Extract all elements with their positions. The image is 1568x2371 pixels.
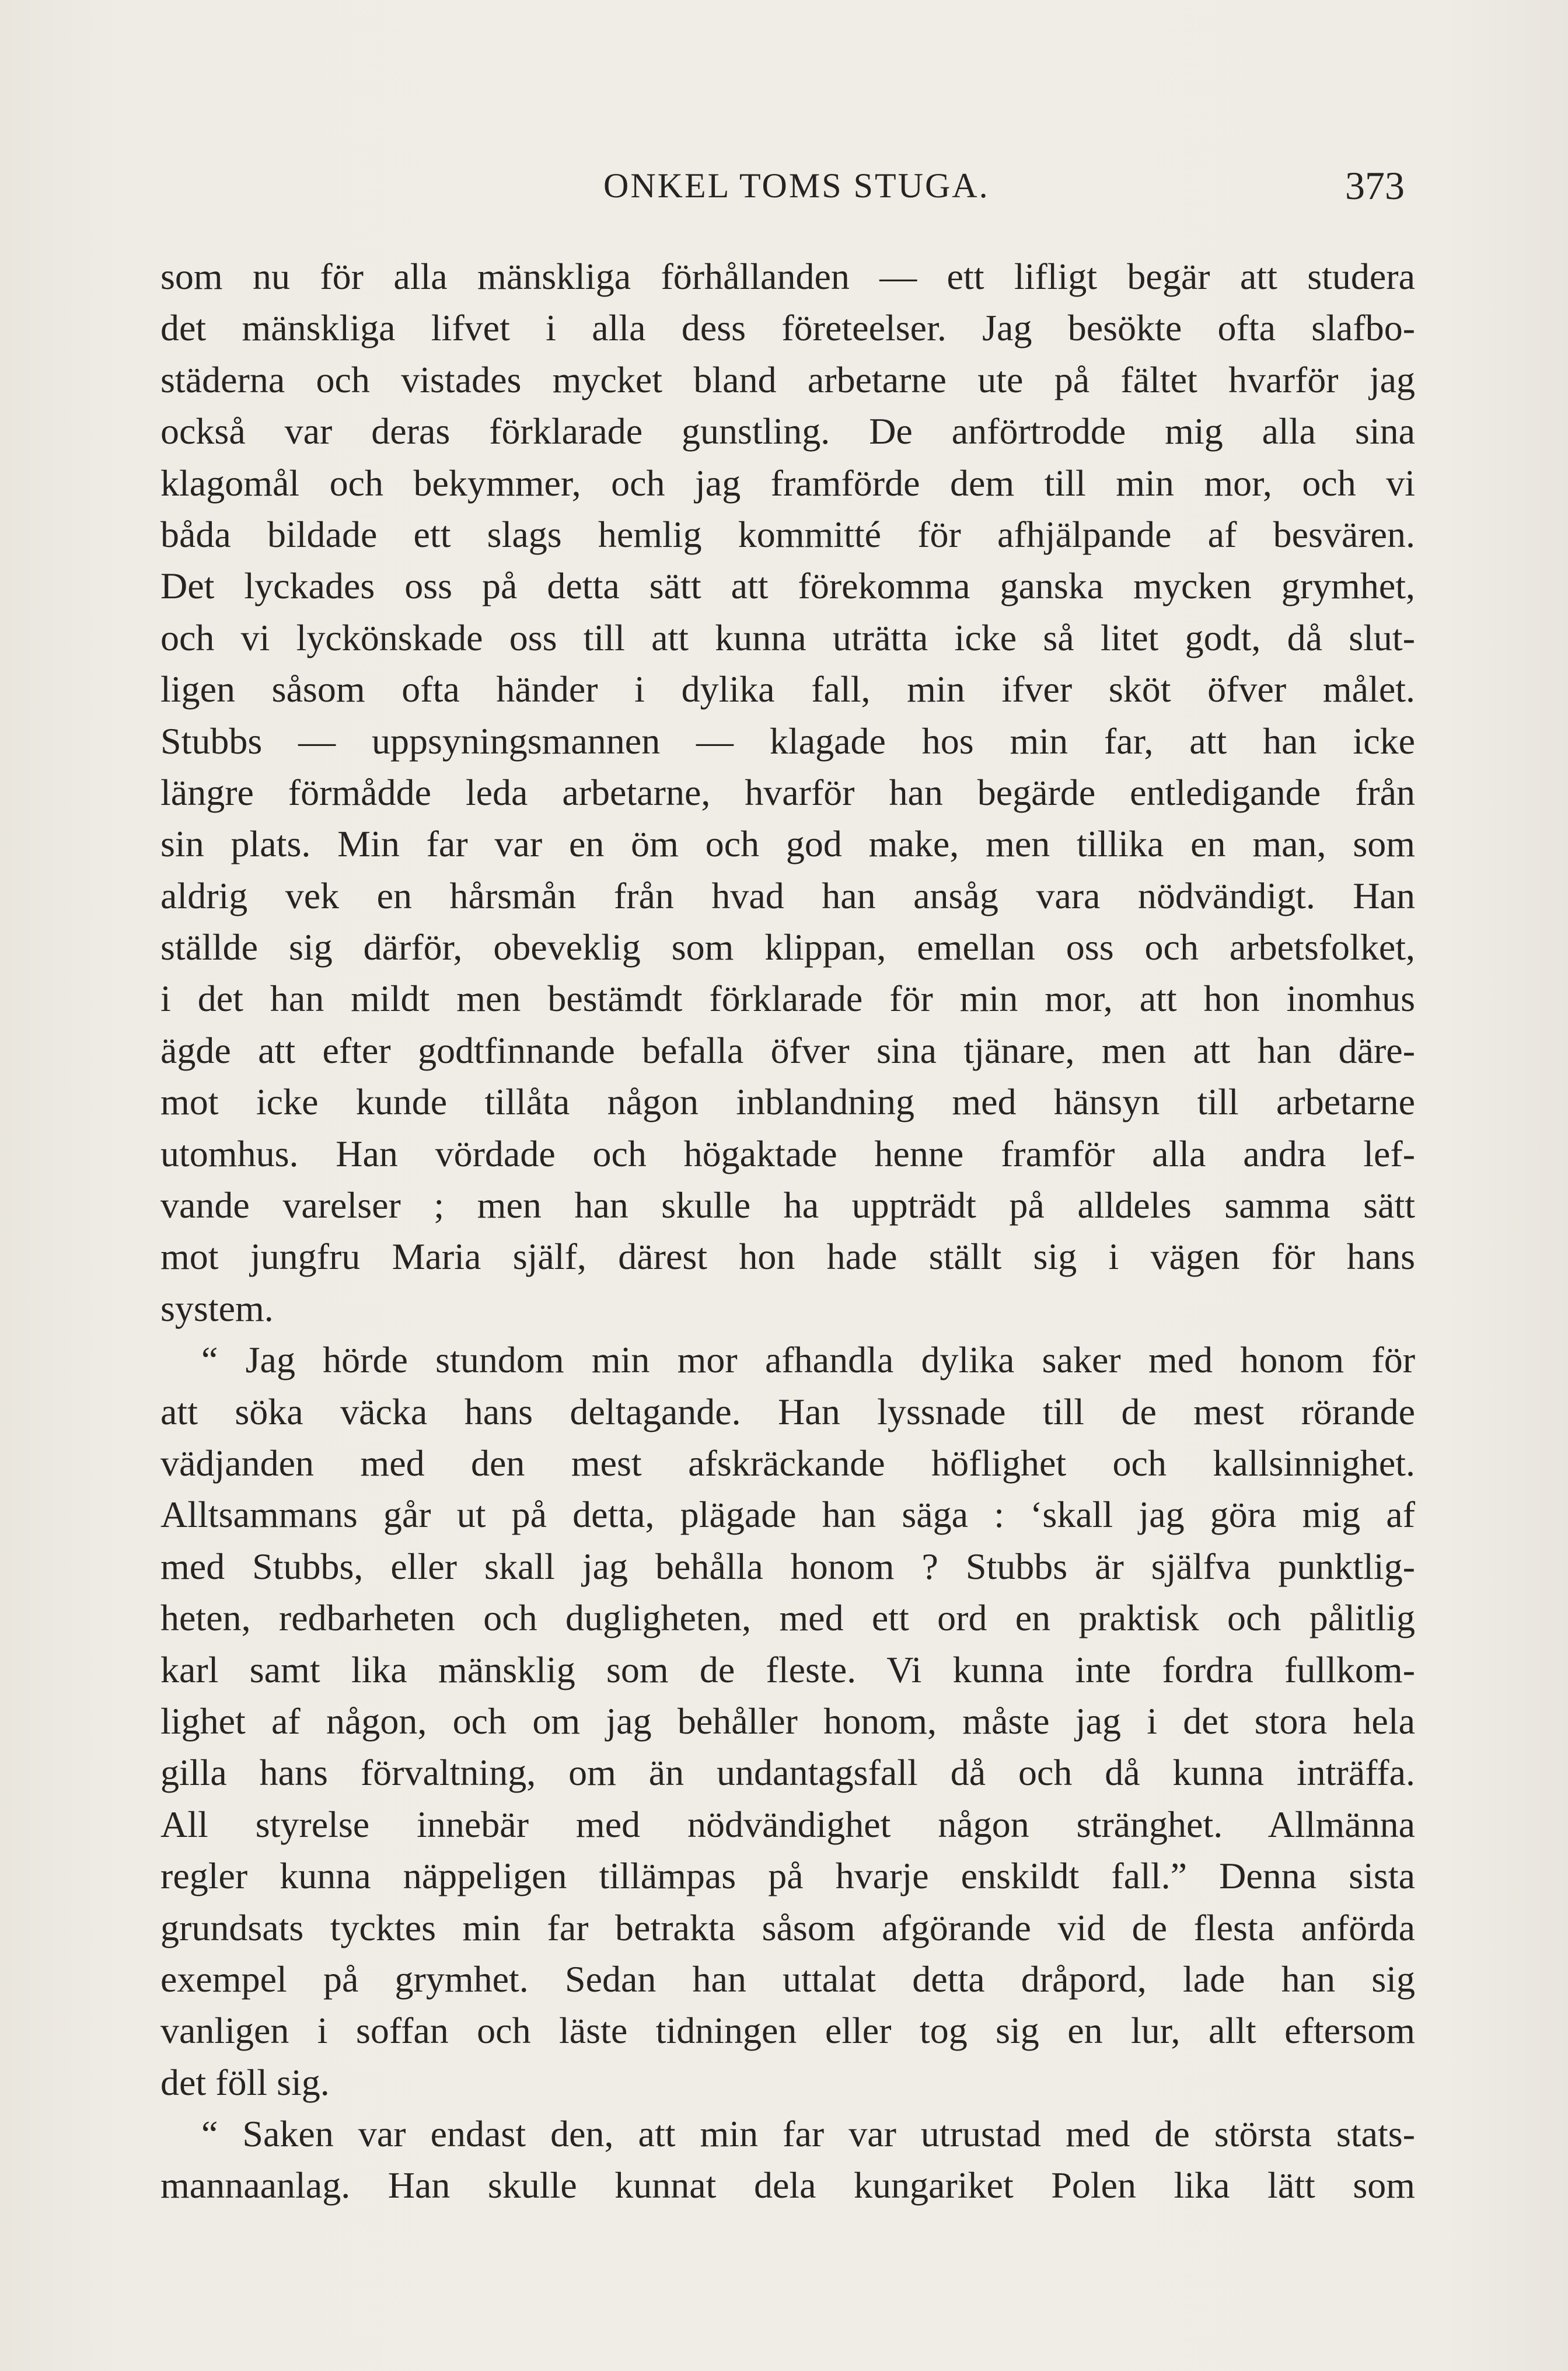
text-line: gilla hans förvaltning, om än undantagsfall då och då kunna inträffa. [160, 1752, 1415, 1794]
text-line: exempel på grymhet. Sedan han uttalat detta dråpord, lade han sig [160, 1958, 1415, 2000]
text-line: Det lyckades oss på detta sätt att förekomma ganska mycken grymhet, [160, 565, 1415, 607]
text-line: som nu för alla mänskliga förhållanden — ett lifligt begär att studera [160, 256, 1415, 297]
text-line: klagomål och bekymmer, och jag framförde dem till min mor, och vi [160, 462, 1415, 504]
text-line: Stubbs — uppsyningsmannen — klagade hos min far, att han icke [160, 720, 1415, 762]
text-line: att söka väcka hans deltagande. Han lyssnade till de mest rörande [160, 1390, 1415, 1432]
text-line: vanligen i soffan och läste tidningen eller tog sig en lur, allt eftersom [160, 2010, 1415, 2052]
text-line: system. [160, 1287, 274, 1329]
text-line: i det han mildt men bestämdt förklarade för min mor, att hon inomhus [160, 978, 1415, 1020]
text-line: mannaanlag. Han skulle kunnat dela kungariket Polen lika lätt som [160, 2164, 1415, 2206]
text-line: det mänskliga lifvet i alla dess företeelser. Jag besökte ofta slafbo- [160, 307, 1415, 349]
text-line: också var deras förklarade gunstling. De anförtrodde mig alla sina [160, 410, 1415, 452]
text-line: mot icke kunde tillåta någon inblandning med hänsyn till arbetarne [160, 1081, 1415, 1123]
text-line: All styrelse innebär med nödvändighet någon stränghet. Allmänna [160, 1803, 1415, 1845]
text-line: “ Jag hörde stundom min mor afhandla dylika saker med honom för [201, 1339, 1415, 1381]
text-line: Alltsammans går ut på detta, plägade han säga : ‘skall jag göra mig af [160, 1494, 1415, 1536]
text-line: längre förmådde leda arbetarne, hvarför han begärde entledigande från [160, 771, 1415, 813]
text-line: regler kunna näppeligen tillämpas på hvarje enskildt fall.” Denna sista [160, 1855, 1415, 1897]
text-line: ställde sig därför, obeveklig som klippan, emellan oss och arbetsfolket, [160, 926, 1415, 968]
body-text [160, 251, 1415, 2212]
page-number: 373 [1345, 163, 1405, 208]
text-line: mot jungfru Maria själf, därest hon hade ställt sig i vägen för hans [160, 1236, 1415, 1278]
text-line: städerna och vistades mycket bland arbetarne ute på fältet hvarför jag [160, 358, 1415, 400]
text-line: lighet af någon, och om jag behåller honom, måste jag i det stora hela [160, 1700, 1415, 1742]
text-line: båda bildade ett slags hemlig kommitté för afhjälpande af besvären. [160, 513, 1415, 555]
text-line: vande varelser ; men han skulle ha uppträdt på alldeles samma sätt [160, 1184, 1415, 1226]
text-line: och vi lyckönskade oss till att kunna uträtta icke så litet godt, då slut- [160, 616, 1415, 658]
page-header [0, 156, 1568, 215]
text-line: “ Saken var endast den, att min far var utrustad med de största stats- [201, 2113, 1415, 2155]
text-line: ägde att efter godtfinnande befalla öfver sina tjänare, men att han däre- [160, 1029, 1415, 1071]
text-line: ligen såsom ofta händer i dylika fall, min ifver sköt öfver målet. [160, 668, 1415, 710]
text-line: vädjanden med den mest afskräckande höflighet och kallsinnighet. [160, 1442, 1415, 1484]
text-line: heten, redbarheten och dugligheten, med ett ord en praktisk och pålitlig [160, 1597, 1415, 1639]
running-title: ONKEL TOMS STUGA. [603, 166, 990, 205]
text-line: med Stubbs, eller skall jag behålla honom ? Stubbs är själfva punktlig- [160, 1545, 1415, 1587]
text-line: karl samt lika mänsklig som de fleste. Vi kunna inte fordra fullkom- [160, 1648, 1415, 1690]
text-line: det föll sig. [160, 2061, 330, 2103]
text-line: utomhus. Han vördade och högaktade henne framför alla andra lef- [160, 1132, 1415, 1174]
text-line: sin plats. Min far var en öm och god make, men tillika en man, som [160, 823, 1415, 865]
text-line: aldrig vek en hårsmån från hvad han ansåg vara nödvändigt. Han [160, 874, 1415, 916]
text-line: grundsats tycktes min far betrakta såsom afgörande vid de flesta anförda [160, 1906, 1415, 1948]
